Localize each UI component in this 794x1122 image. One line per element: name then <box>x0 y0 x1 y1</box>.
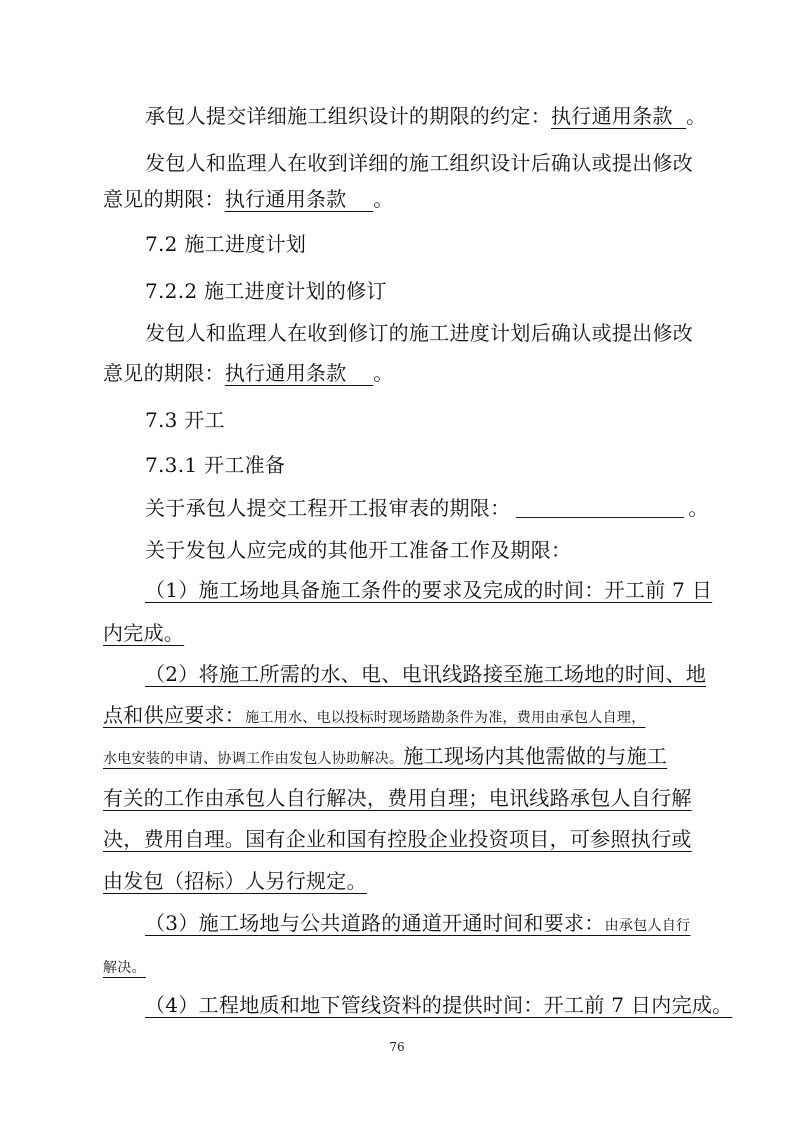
page-number: 76 <box>389 1040 405 1054</box>
item-2-line5: 决，费用自理。国有企业和国有控股企业投资项目，可参照执行或 <box>103 827 692 851</box>
blank-field <box>516 497 684 518</box>
paragraph-text: 承包人提交详细施工组织设计的期限的约定： <box>145 104 551 128</box>
item-4: （4）工程地质和地下管线资料的提供时间：开工前 7 日内完成。 <box>145 993 733 1017</box>
item-3-line2: 解决。 <box>103 960 146 976</box>
heading-7-3: 7.3 开工 <box>145 408 225 432</box>
paragraph-start-report: 关于承包人提交工程开工报审表的期限： 。 <box>145 496 709 520</box>
paragraph-revision-line2: 意见的期限：执行通用条款 。 <box>103 361 394 385</box>
item-2-line4: 有关的工作由承包人自行解决，费用自理；电讯线路承包人自行解 <box>103 786 692 810</box>
paragraph-other-preparations: 关于发包人应完成的其他开工准备工作及期限： <box>145 538 572 562</box>
paragraph-confirmation-line1: 发包人和监理人在收到详细的施工组织设计后确认或提出修改 <box>145 151 694 175</box>
heading-7-2-2: 7.2.2 施工进度计划的修订 <box>145 279 387 303</box>
heading-7-3-1: 7.3.1 开工准备 <box>145 453 286 477</box>
item-1-line2: 内完成。 <box>103 621 185 645</box>
filled-value: 执行通用条款 <box>224 187 347 211</box>
item-2-line1: （2）将施工所需的水、电、电讯线路接至施工场地的时间、地 <box>145 662 707 686</box>
heading-7-2: 7.2 施工进度计划 <box>145 232 307 256</box>
item-2-line2: 点和供应要求：施工用水、电以投标时现场踏勘条件为准，费用由承包人自理， <box>103 703 646 727</box>
item-1-line1: （1）施工场地具备施工条件的要求及完成的时间：开工前 7 日 <box>145 578 713 602</box>
filled-value: 执行通用条款 <box>224 361 347 385</box>
paragraph-revision-line1: 发包人和监理人在收到修订的施工进度计划后确认或提出修改 <box>145 321 694 345</box>
paragraph-design-submission: 承包人提交详细施工组织设计的期限的约定：执行通用条款 。 <box>145 104 707 128</box>
item-3-line1: （3）施工场地与公共道路的通道开通时间和要求：由承包人自行 <box>145 911 691 935</box>
filled-value: 执行通用条款 <box>551 104 673 128</box>
item-2-line6: 由发包（招标）人另行规定。 <box>103 869 367 893</box>
paragraph-confirmation-line2: 意见的期限：执行通用条款 。 <box>103 187 394 211</box>
item-2-line3: 水电安装的申请、协调工作由发包人协助解决。施工现场内其他需做的与施工 <box>103 744 668 768</box>
